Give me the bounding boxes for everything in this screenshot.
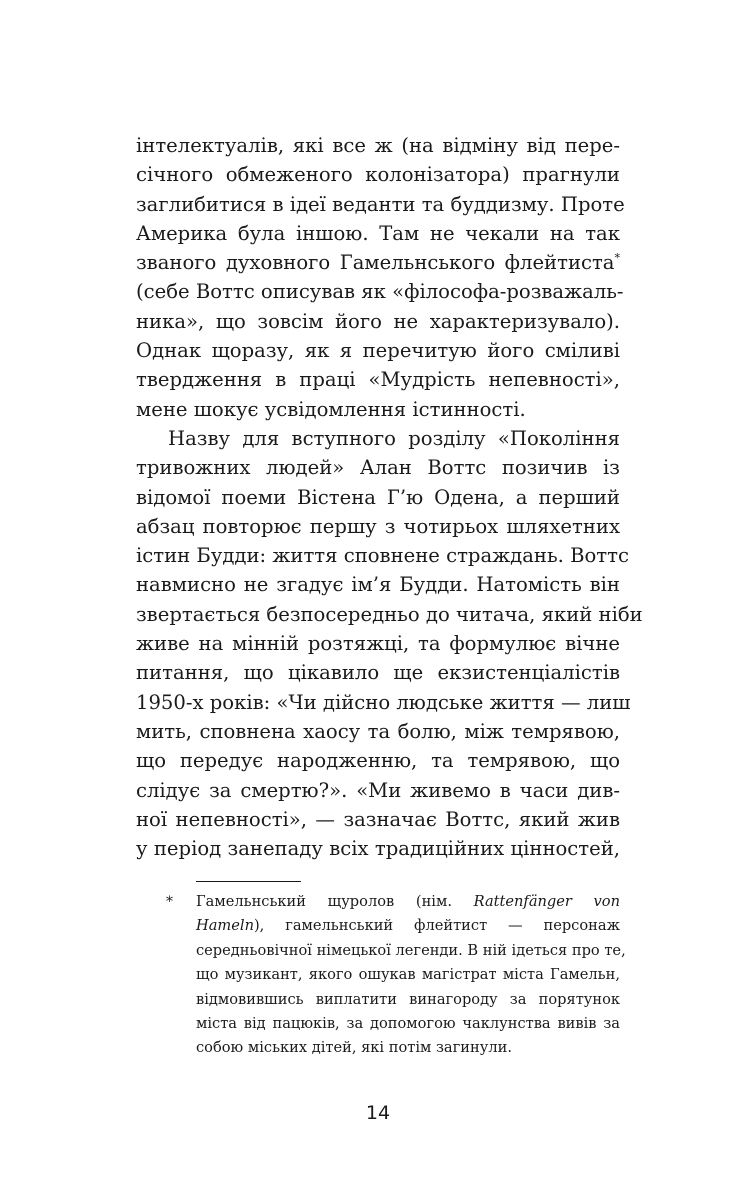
text-line: у період занепаду всіх традиційних цінностей, — [136, 837, 620, 861]
text-line: Америка була іншою. Там не чекали на так — [136, 221, 620, 245]
text-line: твердження в праці «Мудрість непевності», — [136, 368, 620, 392]
text-line: (себе Воттс описував як «філософа-розважаль- — [136, 280, 624, 304]
text-line: слідує за смертю?». «Ми живемо в часи див- — [136, 778, 620, 802]
text-line: мене шокує усвідомлення істинності. — [136, 397, 526, 421]
footnote-line: собою міських дітей, які потім загинули. — [196, 1039, 512, 1057]
footnote-line: що музикант, якого ошукав магістрат міста Гамельн, — [196, 966, 620, 984]
text-line-with-footnote — [136, 248, 620, 277]
footnote-text: ), гамельнський флейтист — персонаж — [253, 917, 620, 935]
text-line: заглибитися в ідеї веданти та буддизму. Проте — [136, 192, 625, 216]
text-line: навмисно не згадує ім’я Будди. Натомість він — [136, 573, 620, 597]
main-text — [136, 131, 643, 863]
text-line: січного обмеженого колонізатора) прагнули — [136, 163, 620, 187]
text-line: живе на мінній розтяжці, та формулює вічне — [136, 632, 620, 656]
text-line: звертається безпосередньо до читача, який ніби — [136, 602, 643, 626]
text-line: 1950-х років: «Чи дійсно людське життя — лиш — [136, 690, 631, 714]
text-line: що передує народженню, та темрявою, що — [136, 749, 620, 773]
footnote-line: відмовившись виплатити винагороду за порятунок — [196, 990, 620, 1008]
footnote-marker[interactable]: * — [614, 251, 620, 265]
text-line: Назву для вступного розділу «Покоління — [168, 426, 620, 450]
text-line: істин Будди: життя сповнене страждань. Воттс — [136, 544, 629, 568]
footnote-line — [196, 914, 620, 938]
footnote — [196, 890, 626, 1061]
text-line: абзац повторює першу з чотирьох шляхетних — [136, 514, 620, 538]
footnote-italic: Hameln — [196, 917, 254, 935]
footnote-line — [196, 890, 620, 914]
text-line: ника», що зовсім його не характеризувало). — [136, 309, 620, 333]
text-line: ної непевності», — зазначає Воттс, який жив — [136, 807, 620, 831]
text-segment: званого духовного Гамельнського флейтиста — [136, 251, 615, 275]
footnote-divider — [196, 881, 301, 882]
text-line: мить, сповнена хаосу та болю, між темрявою, — [136, 719, 620, 743]
footnote-line: середньовічної німецької легенди. В ній ідеться про те, — [196, 941, 626, 959]
footnote-italic: Rattenfänger von — [473, 893, 620, 910]
text-line: тривожних людей» Алан Воттс позичив із — [136, 456, 620, 480]
text-line: Однак щоразу, як я перечитую його сміливі — [136, 339, 620, 363]
text-line: відомої поеми Вістена Г’ю Одена, а перший — [136, 485, 620, 509]
text-line: питання, що цікавило ще екзистенціалістів — [136, 661, 620, 685]
page-number: 14 — [365, 1102, 391, 1124]
paragraph-1 — [136, 131, 625, 424]
paragraph-2 — [136, 424, 643, 863]
footnote-text: Гамельнський щуролов (нім. — [196, 893, 452, 910]
footnote-line: міста від пацюків, за допомогою чаклунства вивів за — [196, 1015, 620, 1033]
footnote-star: * — [166, 894, 173, 910]
text-line: інтелектуалів, які все ж (на відміну від пере- — [136, 134, 620, 157]
